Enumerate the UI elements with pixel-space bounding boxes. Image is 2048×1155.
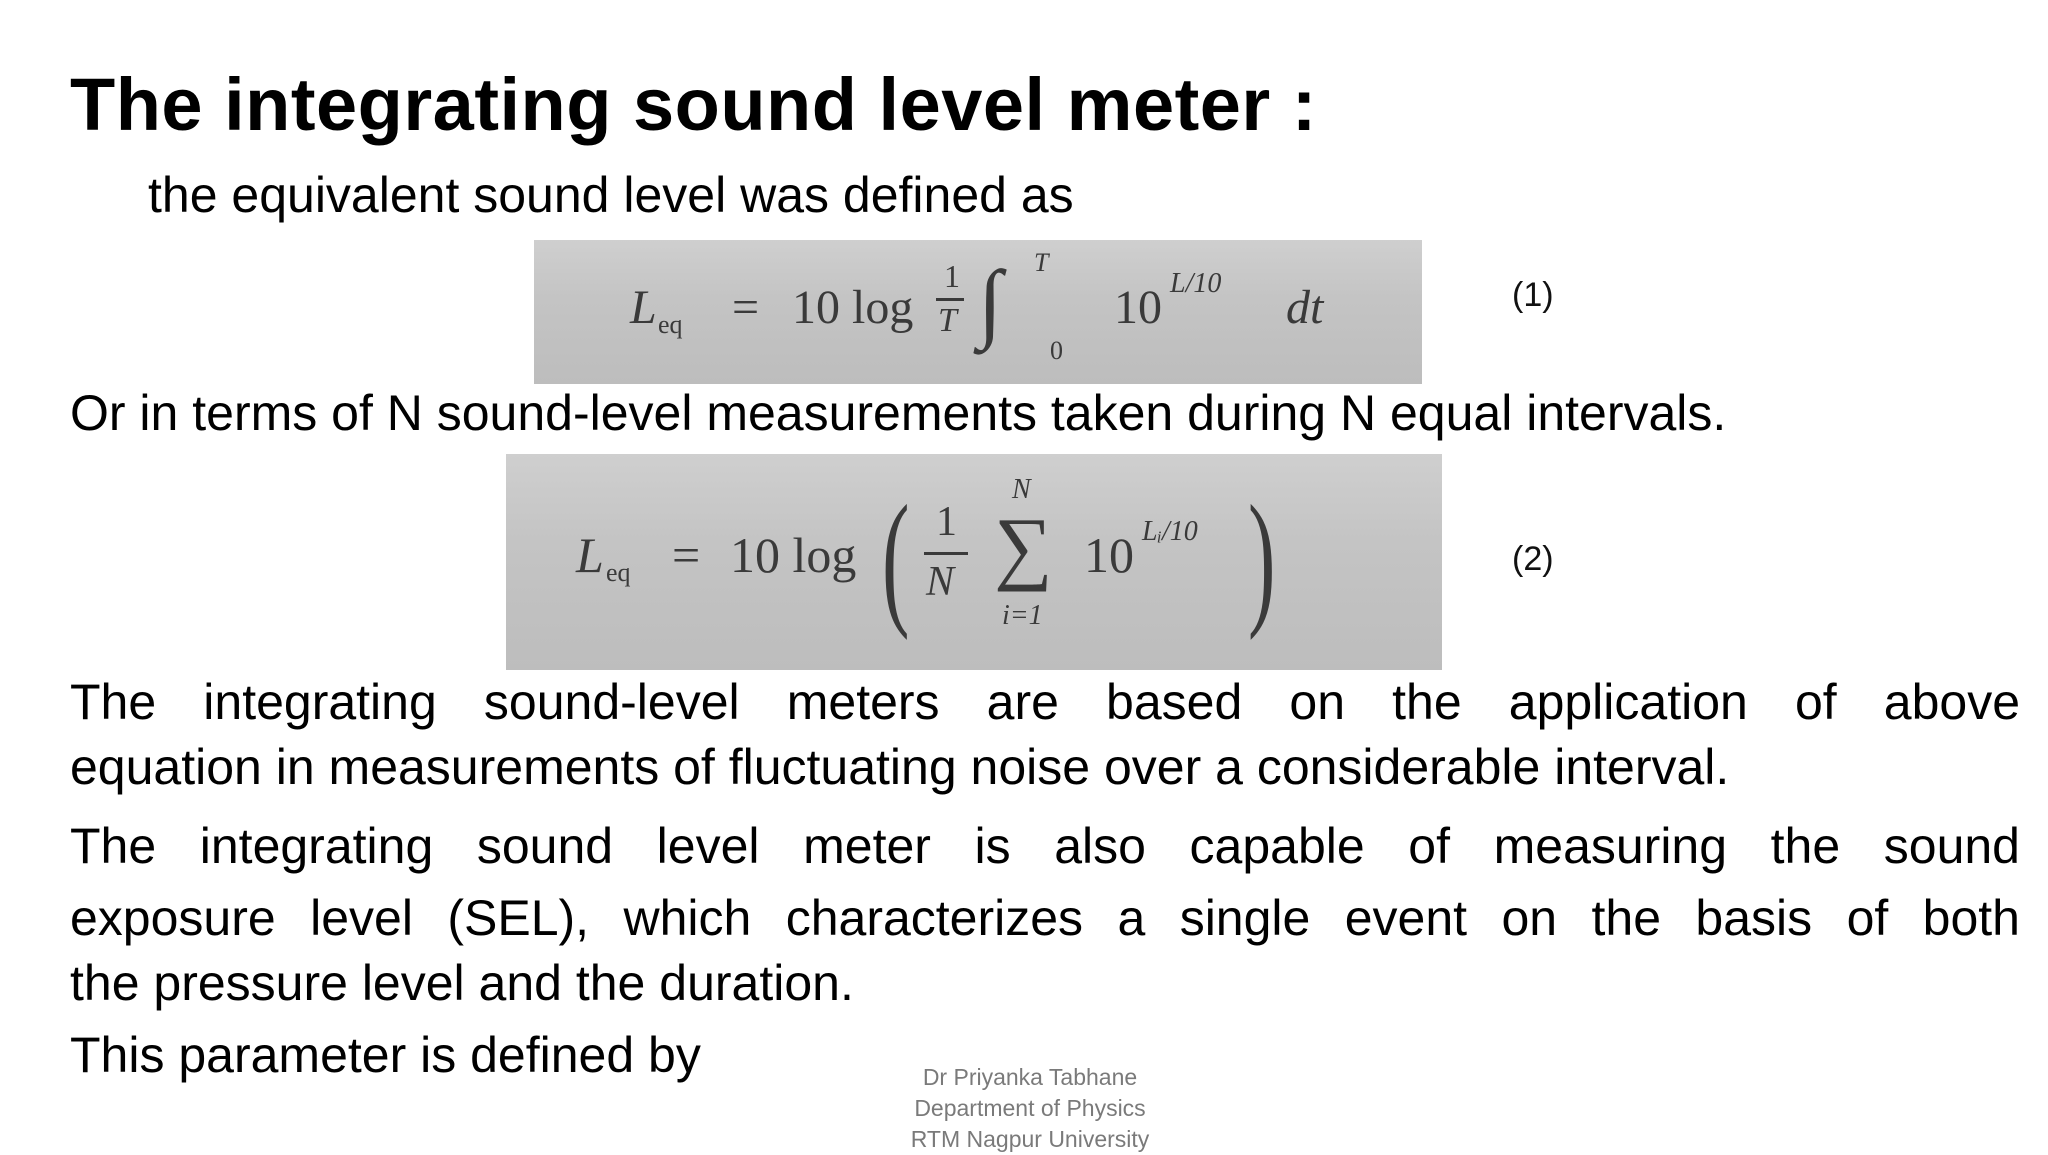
paragraph-2-line-1: The integrating sound level meter is also capable of measuring the sound [70, 818, 2020, 874]
eq2-L: L [576, 527, 604, 583]
footer [880, 1062, 1180, 1155]
footer-department: Department of Physics [914, 1095, 1146, 1121]
eq2-right-paren: ) [1248, 475, 1276, 641]
paragraph-3: This parameter is defined by [70, 1027, 701, 1083]
eq1-base: 10 [1114, 281, 1162, 334]
eq1-equals: = [732, 281, 760, 334]
eq1-dt: dt [1286, 281, 1324, 334]
eq1-ten-log: 10 log [792, 281, 914, 334]
eq2-eq-subscript: eq [606, 558, 631, 587]
paragraph-2-line-3: the pressure level and the duration. [70, 955, 854, 1011]
eq2-frac-den: N [926, 559, 955, 605]
eq1-frac-den: T [938, 302, 957, 339]
equation-1-number: (1) [1512, 276, 1554, 314]
equation-2-image [506, 454, 1442, 670]
eq2-frac-num: 1 [936, 499, 957, 545]
eq1-exponent: L/10 [1170, 268, 1222, 299]
eq2-lower-limit: i=1 [1002, 600, 1043, 631]
footer-author: Dr Priyanka Tabhane [922, 1064, 1138, 1090]
eq1-L: L [630, 281, 657, 334]
eq2-sigma-icon: ∑ [994, 501, 1053, 592]
footer-university: RTM Nagpur University [910, 1126, 1150, 1152]
eq2-ten-log: 10 log [730, 527, 857, 583]
eq2-base: 10 [1084, 527, 1134, 583]
equation-1-image [534, 240, 1422, 384]
eq1-lower-limit: 0 [1050, 336, 1063, 365]
subtitle: the equivalent sound level was defined as [148, 167, 1074, 223]
slide-title: The integrating sound level meter : [70, 63, 1317, 146]
equation-2-number: (2) [1512, 540, 1554, 578]
eq1-integral-icon: ∫ [978, 254, 1003, 351]
eq2-equals: = [672, 527, 701, 583]
eq2-left-paren: ( [882, 475, 910, 641]
paragraph-1-line-1: The integrating sound-level meters are based on the application of above [70, 674, 2020, 730]
text-n-measurements: Or in terms of N sound-level measurements taken during N equal intervals. [70, 385, 1727, 441]
eq2-upper-limit: N [1012, 474, 1031, 505]
eq1-frac-num: 1 [944, 258, 960, 294]
eq2-exponent: Lᵢ/10 [1142, 516, 1198, 547]
paragraph-2-line-2: exposure level (SEL), which characterizes a single event on the basis of both [70, 890, 2020, 946]
eq1-upper-limit: T [1034, 248, 1049, 277]
paragraph-1-line-2: equation in measurements of fluctuating noise over a considerable interval. [70, 739, 1730, 795]
eq1-eq-subscript: eq [658, 310, 683, 339]
